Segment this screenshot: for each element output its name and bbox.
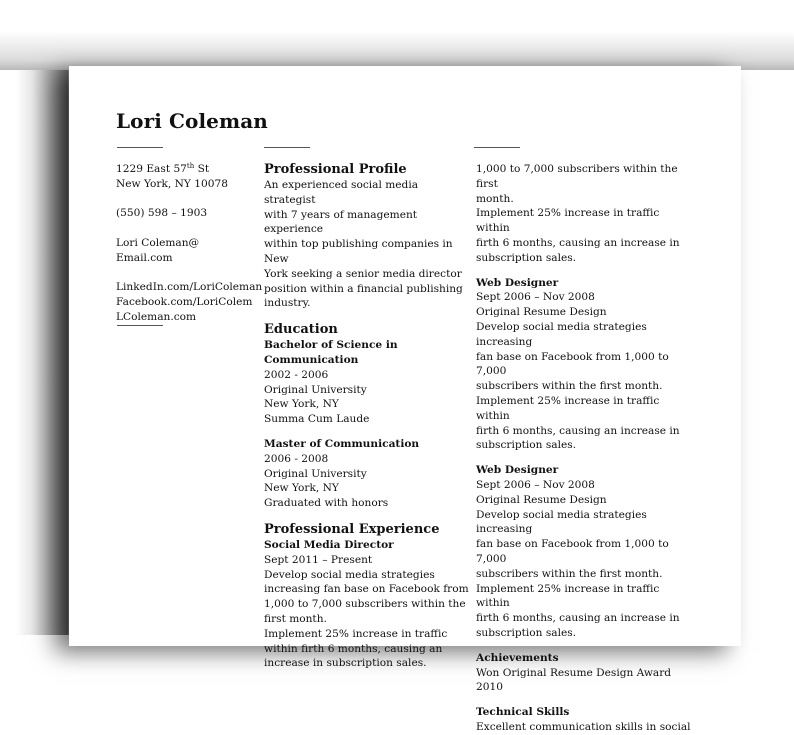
profile-line: with 7 years of management experience [264,208,418,236]
contact-column [116,162,263,325]
job-line: Implement 25% increase in traffic within [476,394,660,422]
job-line: subscription sales. [476,626,577,639]
job-line: increase in subscription sales. [264,657,427,670]
skills-line: Excellent communication skills in social [476,720,691,733]
job-line: fan base on Facebook from 1,000 to 7,000 [476,538,669,565]
job-title: Web Designer [476,276,559,289]
contact-website: LColeman.com [116,310,197,323]
continuation-line: Implement 25% increase in traffic within [476,207,660,235]
contact-city: New York, NY 10078 [116,177,228,190]
job-line: increasing fan base on Facebook from [264,583,469,596]
contact-email: Lori Coleman@ Email.com [116,236,200,264]
achievements-heading: Achievements [476,651,559,664]
job-line: Implement 25% increase in traffic within [476,582,660,610]
contact-street: 1229 East 57th St [116,162,210,175]
degree-title: Bachelor of Science in Communication [264,339,398,366]
job-line: Develop social media strategies [264,568,435,581]
degree-honor: Summa Cum Laude [264,413,370,426]
degree-location: New York, NY [264,398,339,411]
job-line: subscribers within the first month. [476,380,663,393]
degree-location: New York, NY [264,482,339,495]
job-line: Implement 25% increase in traffic [264,627,448,640]
profile-line: position within a financial publishing [264,282,463,295]
job-line: subscription sales. [476,439,577,452]
divider [264,147,310,148]
job-line: Develop social media strategies increasing [476,508,647,536]
job-line: firth 6 months, causing an increase in [476,612,680,625]
job-company: Original Resume Design [476,493,607,506]
degree-years: 2006 - 2008 [264,452,329,465]
job-line: firth 6 months, causing an increase in [476,424,680,437]
right-column [476,162,691,735]
skills-heading: Technical Skills [476,706,570,719]
job-dates: Sept 2006 – Nov 2008 [476,478,595,491]
divider [117,147,163,148]
job-line: Develop social media strategies increasing [476,320,647,348]
continuation-line: firth 6 months, causing an increase in [476,236,680,249]
contact-phone: (550) 598 – 1903 [116,207,208,220]
continuation-line: subscription sales. [476,251,577,264]
continuation-line: 1,000 to 7,000 subscribers within the first [476,163,678,190]
achievement-line: 2010 [476,681,503,694]
profile-line: An experienced social media strategist [264,179,419,206]
job-title: Social Media Director [264,538,394,551]
job-company: Original Resume Design [476,306,607,319]
achievement-line: Won Original Resume Design Award [476,666,672,679]
continuation-line: month. [476,192,514,205]
degree-title: Master of Communication [264,437,420,450]
profile-line: within top publishing companies in New [264,238,453,265]
job-line: fan base on Facebook from 1,000 to 7,000 [476,350,669,378]
degree-school: Original University [264,467,367,480]
job-line: within firth 6 months, causing an [264,642,443,655]
profile-heading: Professional Profile [264,162,407,177]
resume-name: Lori Coleman [116,109,268,133]
job-dates: Sept 2006 – Nov 2008 [476,291,595,304]
job-line: 1,000 to 7,000 subscribers within the [264,598,466,611]
degree-honor: Graduated with honors [264,497,389,510]
job-line: first month. [264,612,327,625]
job-title: Web Designer [476,464,559,477]
degree-school: Original University [264,383,367,396]
page-top-shadow [0,0,794,70]
divider [117,325,163,326]
job-line: subscribers within the first month. [476,567,663,580]
degree-years: 2002 - 2006 [264,368,329,381]
contact-facebook: Facebook.com/LoriColem [116,296,253,309]
profile-line: York seeking a senior media director [264,267,462,280]
contact-linkedin: LinkedIn.com/LoriColeman [116,281,263,294]
education-heading: Education [264,322,338,338]
profile-line: industry. [264,297,311,310]
main-column [264,161,469,671]
divider [474,147,520,148]
job-dates: Sept 2011 – Present [264,553,373,566]
experience-heading: Professional Experience [264,521,440,537]
